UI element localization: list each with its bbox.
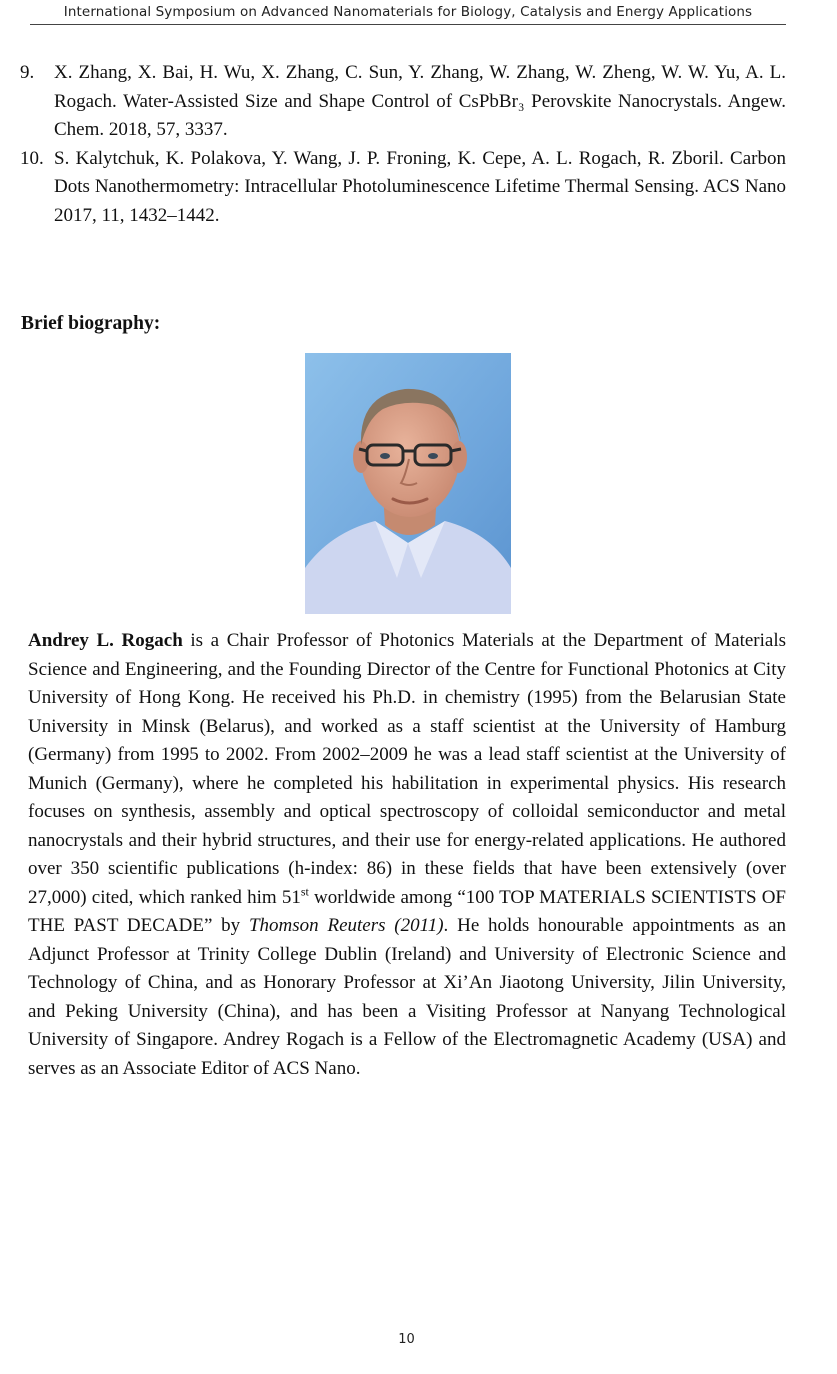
portrait-illustration	[305, 353, 511, 614]
page-number: 10	[398, 1332, 415, 1347]
biography-text	[28, 627, 786, 1083]
biography-name: Andrey L. Rogach	[28, 630, 183, 651]
reference-number: 10.	[20, 147, 44, 169]
reference-list	[20, 59, 786, 230]
biography-heading: Brief biography:	[21, 313, 161, 334]
biography-text-part: is a Chair Professor of Photonics Materials at the Department of Materials Science and Engineering, and the Founding Director of the Centre for Functional Photonics at City University of Hong Kong. He received his Ph.D. in chemistry (1995) from the Belarusian State University in Minsk (Belarus), and worked as a staff scientist at the University of Hamburg (Germany) from 1995 to 2002. From 2002–2009 he was a lead staff scientist at the University of Munich (Germany), where he completed his habilitation in experimental physics. His research focuses on synthesis, assembly and optical spectroscopy of colloidal semiconductor and metal nanocrystals and their hybrid structures, and their use for energy-related applications. He authored over 350 scientific publications (h-index: 86) in these fields that have been extensively (over 27,000) cited, which ranked him 51	[28, 630, 786, 908]
portrait-photo	[305, 353, 511, 614]
reference-text: X. Zhang, X. Bai, H. Wu, X. Zhang, C. Sun, Y. Zhang, W. Zhang, W. Zheng, W. W. Yu, A. L. Rogach. Water-Assisted Size and Shape Control of CsPbBr₃ Perovskite Nanocrystals. Angew. Chem. 2018, 57, 3337.	[54, 62, 786, 140]
reference-text: S. Kalytchuk, K. Polakova, Y. Wang, J. P. Froning, K. Cepe, A. L. Rogach, R. Zboril. Carbon Dots Nanothermometry: Intracellular Photoluminescence Lifetime Thermal Sensing. ACS Nano 2017, 11, 1432–1442.	[54, 147, 786, 226]
ordinal-suffix: st	[300, 884, 309, 899]
reference-number: 9.	[20, 62, 35, 83]
page-header: International Symposium on Advanced Nanomaterials for Biology, Catalysis and Energy Applications	[30, 4, 786, 25]
reference-item	[20, 145, 786, 231]
reference-item	[20, 59, 786, 145]
biography-source: Thomson Reuters (2011)	[248, 915, 444, 936]
biography-text-part: worldwide among “100 TOP MATERIALS SCIENTISTS OF THE PAST DECADE” by	[28, 886, 786, 936]
biography-text-part: . He holds honourable appointments as an Adjunct Professor at Trinity College Dublin (Ireland) and University of Electronic Science and Technology of China, and as Honorary Professor at Xi’An Jiaotong University, Jilin University, and Peking University (China), and has been a Visiting Professor at Nanyang Technological University of Singapore. Andrey Rogach is a Fellow of the Electromagnetic Academy (USA) and serves as an Associate Editor of ACS Nano.	[28, 915, 787, 1079]
